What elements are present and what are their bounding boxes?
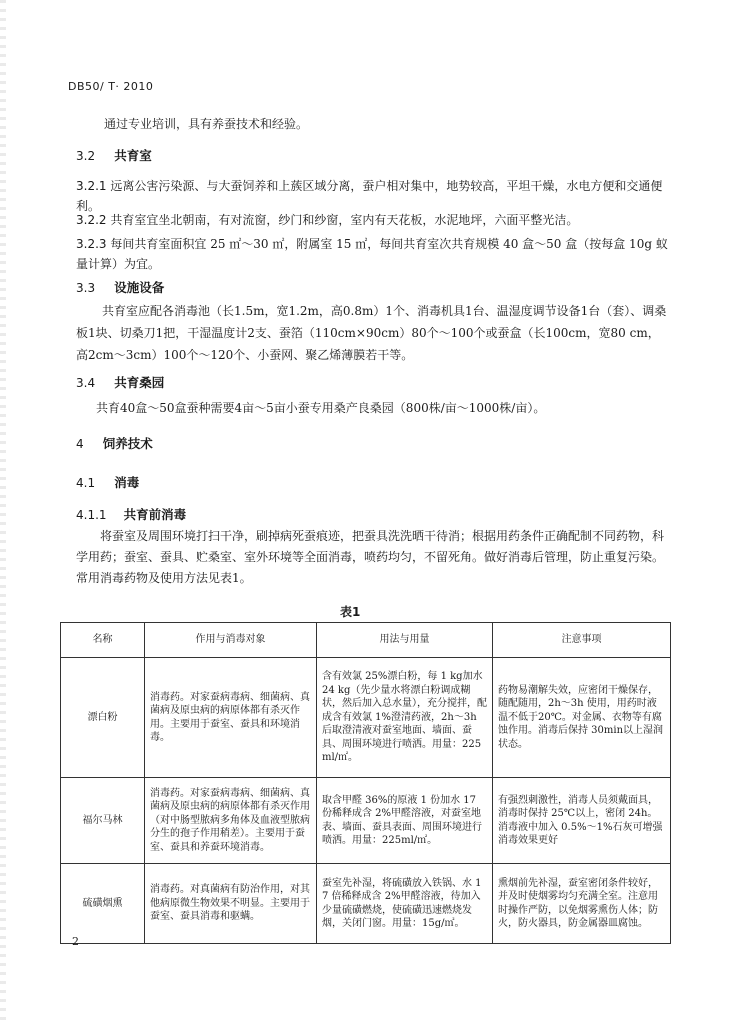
section-title: 共育桑园: [114, 375, 165, 390]
section-title: 设施设备: [114, 280, 165, 295]
section-title: 消毒: [114, 475, 140, 490]
cell-usage: 含有效氯 25%漂白粉，每 1 kg加水 24 kg（先少量水将漂白粉调成糊状，然后加入总水量），充分搅拌，配成含有效氯 1%澄清药液，2h～3h 后取澄清液对蚕室地面、墙面、蚕具、周围环境进行喷洒。用量：225ml/㎡。: [317, 658, 493, 778]
cell-notes: 熏烟前先补湿，蚕室密闭条件较好，并及时使烟雾均匀充满全室。注意用时操作严防，以免烟雾熏伤人体；防火，防火器具，防金属器皿腐蚀。: [493, 864, 671, 944]
section-3-2-3: [76, 234, 670, 274]
section-number: 3.3: [76, 281, 96, 295]
section-number: 3.4: [76, 376, 96, 390]
cell-notes: 药物易潮解失效，应密闭干燥保存，随配随用，2h～3h 使用，用药时液温不低于20℃。对金属、衣物等有腐蚀作用。消毒后保持 30min以上湿润状态。: [493, 658, 671, 778]
column-header-notes: 注意事项: [493, 623, 671, 658]
scan-edge: [0, 0, 6, 1024]
cell-name: 漂白粉: [61, 658, 145, 778]
cell-notes: 有强烈刺激性，消毒人员须戴面具，消毒时保持 25℃以上，密闭 24h。消毒液中加入 0.5%～1%石灰可增强消毒效果更好: [493, 778, 671, 864]
clause-text: 远离公害污染源、与大蚕饲养和上蔟区域分离，蚕户相对集中，地势较高，平坦干燥，水电方便和交通便利。: [76, 179, 663, 213]
section-3-2-heading: [76, 145, 152, 164]
column-header-name: 名称: [61, 623, 145, 658]
table-row: [61, 778, 671, 864]
section-4-1-heading: [76, 472, 139, 491]
cell-usage: 取含甲醛 36%的原液 1 份加水 17 份稀释成含 2%甲醛溶液，对蚕室地表、墙面、蚕具表面、周围环境进行喷洒。用量：225ml/㎡。: [317, 778, 493, 864]
clause-number: 3.2.2: [76, 213, 107, 227]
section-number: 4: [76, 437, 84, 451]
cell-effect: 消毒药。对家蚕病毒病、细菌病、真菌病及原虫病的病原体都有杀灭作用。主要用于蚕室、蚕具和环境消毒。: [145, 658, 317, 778]
clause-text: 共育室宜坐北朝南，有对流窗，纱门和纱窗，室内有天花板，水泥地坪，六面平整光洁。: [110, 213, 579, 227]
table-row: [61, 658, 671, 778]
cell-effect: 消毒药。对家蚕病毒病、细菌病、真菌病及原虫病的病原体都有杀灭作用（对中肠型脓病多角体及血液型脓病分生的孢子作用稍差）。主要用于蚕室、蚕具和养蚕环境消毒。: [145, 778, 317, 864]
clause-number: 3.2.1: [76, 179, 107, 193]
cell-effect: 消毒药。对真菌病有防治作用，对其他病原微生物效果不明显。主要用于蚕室、蚕具消毒和驱螨。: [145, 864, 317, 944]
table-title: 表1: [340, 605, 361, 619]
section-title: 饲养技术: [102, 436, 153, 451]
table-header-row: [61, 623, 671, 658]
section-3-3-text: 共育室应配各消毒池（长1.5m，宽1.2m，高0.8m）1个、消毒机具1台、温湿度调节设备1台（套）、调桑板1块、切桑刀1把，干湿温度计2支、蚕箔（110cm×90cm）80个～100个或蚕盒（长100cm，宽80 cm，高2cm～3cm）100个～120个、小蚕网、聚乙烯薄膜若干等。: [76, 304, 667, 362]
section-title: 共育前消毒: [123, 507, 187, 522]
cell-name: 福尔马林: [61, 778, 145, 864]
section-3-3-heading: [76, 277, 164, 296]
clause-number: 3.2.3: [76, 237, 107, 251]
section-3-2-2: [76, 210, 670, 230]
section-4-1-1-text: 将蚕室及周围环境打扫干净，刷掉病死蚕痕迹，把蚕具洗洗晒干待消；根据用药条件正确配制不同药物，科学用药；蚕室、蚕具、贮桑室、室外环境等全面消毒，喷药均匀，不留死角。做好消毒后管理，防止重复污染。常用消毒药物及使用方法见表1。: [76, 529, 665, 585]
table-row: [61, 864, 671, 944]
section-4-heading: [76, 433, 153, 452]
clause-text: 每间共育室面积宜 25 ㎡～30 ㎡，附属室 15 ㎡，每间共育室次共育规模 40 盒～50 盒（按每盒 10g 蚁量计算）为宜。: [76, 237, 668, 271]
section-3-4-text: 共育40盒～50盒蚕种需要4亩～5亩小蚕专用桑产良桑园（800株/亩～1000株/亩）。: [96, 401, 546, 415]
intro-line: 通过专业培训，具有养蚕技术和经验。: [104, 117, 309, 131]
column-header-effect: 作用与消毒对象: [145, 623, 317, 658]
column-header-usage: 用法与用量: [317, 623, 493, 658]
section-number: 4.1.1: [76, 508, 107, 522]
section-number: 3.2: [76, 149, 96, 163]
cell-usage: 蚕室先补湿，将硫磺放入铁锅、水 17 倍稀释成含 2%甲醛溶液，待加入少量硫磺燃烧，使硫磺迅速燃烧发烟，关闭门窗。用量：15g/㎡。: [317, 864, 493, 944]
section-4-1-1-heading: [76, 504, 186, 523]
disinfectant-table: [60, 622, 671, 944]
section-title: 共育室: [114, 148, 152, 163]
section-3-4-heading: [76, 372, 164, 391]
page-number: 2: [72, 935, 79, 948]
cell-name: 硫磺烟熏: [61, 864, 145, 944]
section-number: 4.1: [76, 476, 96, 490]
standard-code-header: DB50/ T· 2010: [68, 80, 154, 93]
